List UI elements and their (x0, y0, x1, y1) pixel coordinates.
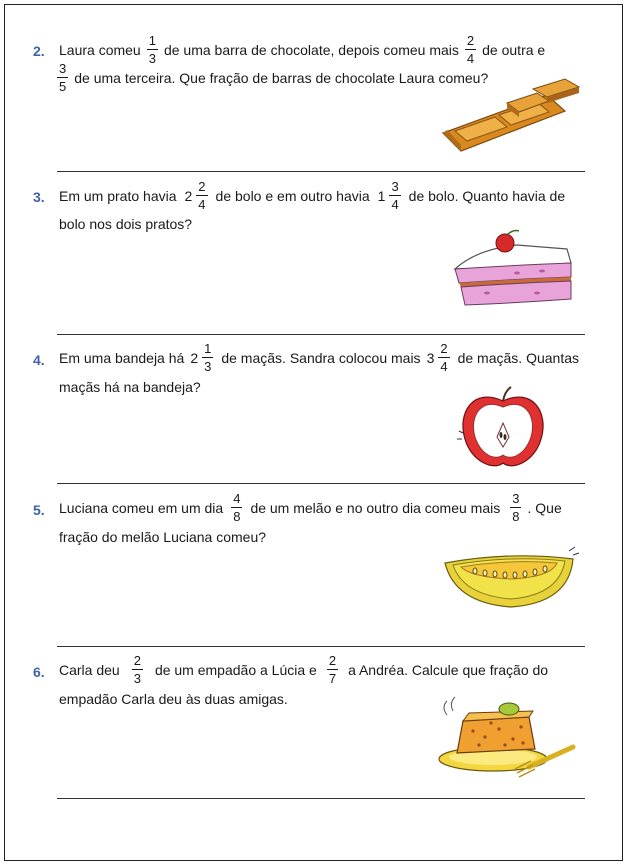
mixed-number: 3 $\frac{2}{4}$ (426, 341, 448, 374)
text-segment: de uma barra de chocolate, depois comeu mais (163, 41, 459, 58)
text-segment: de maçãs. Sandra colocou mais (221, 349, 421, 366)
worksheet-page (4, 4, 623, 861)
melon-slice-icon (441, 545, 583, 613)
fraction: $\frac{2}{3}$ (133, 653, 141, 686)
mixed-number: 1 $\frac{3}{4}$ (377, 179, 399, 212)
problem-number: 5. (33, 502, 45, 518)
fraction: $\frac{2}{7}$ (328, 653, 337, 686)
text-segment: fração do melão Luciana comeu? (59, 529, 267, 545)
text-segment: de uma terceira. Que fração de barras de chocolate Laura comeu? (74, 69, 489, 86)
text-segment: bolo nos dois pratos? (59, 216, 193, 232)
text-segment: a Andréa. Calcule que fração do (348, 661, 549, 678)
text-segment: de maçãs. Quantas (457, 349, 579, 366)
text-segment: Em uma bandeja há (59, 349, 185, 366)
fraction: $\frac{1}{3}$ (148, 33, 156, 66)
text-segment: Em um prato havia (59, 187, 177, 204)
text-segment: de um empadão a Lúcia e (154, 661, 317, 678)
answer-line (57, 483, 585, 484)
fraction: $\frac{3}{5}$ (59, 61, 67, 94)
pie-plate-fork-icon (433, 695, 585, 787)
problem-number: 2. (33, 43, 45, 59)
text-segment: maçãs há na bandeja? (59, 379, 201, 395)
fraction: $\frac{3}{8}$ (512, 491, 520, 524)
text-segment: . Que (527, 499, 562, 516)
chocolate-bar-icon (437, 75, 587, 153)
problem-number: 4. (33, 352, 45, 368)
problem-number: 3. (33, 189, 45, 205)
problem-number: 6. (33, 664, 45, 680)
text-segment: de bolo e em outro havia (215, 187, 370, 204)
text-segment: de outra e (482, 41, 546, 58)
text-segment: de um melão e no outro dia comeu mais (250, 499, 501, 516)
text-segment: Luciana comeu em um dia (59, 499, 224, 516)
apple-half-icon (453, 383, 553, 473)
text-segment: de bolo. Quanto havia de (408, 187, 566, 204)
mixed-number: 2 $\frac{1}{3}$ (190, 341, 212, 374)
text-segment: empadão Carla deu às duas amigas. (59, 691, 288, 707)
cake-slice-icon (447, 229, 581, 311)
mixed-number: 2 $\frac{2}{4}$ (184, 179, 206, 212)
answer-line (57, 171, 585, 172)
answer-line (57, 334, 585, 335)
fraction: $\frac{2}{4}$ (466, 33, 475, 66)
text-segment: Laura comeu (59, 41, 141, 58)
fraction: $\frac{4}{8}$ (233, 491, 241, 524)
answer-line (57, 646, 585, 647)
text-segment: Carla deu (59, 661, 120, 678)
answer-line (57, 798, 585, 799)
